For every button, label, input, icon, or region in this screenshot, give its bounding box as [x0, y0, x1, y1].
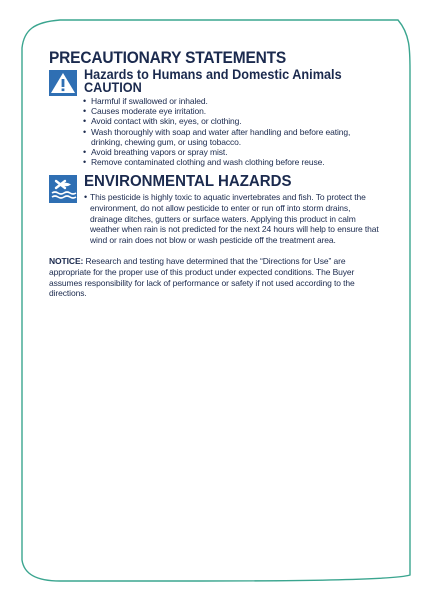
- precaution-list: [49, 96, 379, 167]
- precautionary-heading: PRECAUTIONARY STATEMENTS: [49, 49, 287, 67]
- list-item: • Causes moderate eye irritation.: [83, 106, 379, 116]
- list-item: • Avoid breathing vapors or spray mist.: [83, 147, 379, 157]
- environmental-heading: ENVIRONMENTAL HAZARDS: [84, 173, 292, 191]
- hazards-section: [49, 68, 379, 167]
- list-item: • Avoid contact with skin, eyes, or clothing.: [83, 116, 379, 126]
- list-item: • Wash thoroughly with soap and water after handling and before eating, drinking, chewing gum, or using tobacco.: [83, 127, 379, 147]
- label-content: [49, 50, 379, 299]
- signal-word: CAUTION: [84, 80, 142, 95]
- notice-text: Research and testing have determined that the “Directions for Use” are appropriate for the proper use of this product under expected conditions. The Buyer assumes responsibility for lack of performance or safety if not used according to the directions.: [49, 256, 355, 299]
- environmental-section: [49, 174, 379, 245]
- environmental-text: • This pesticide is highly toxic to aquatic invertebrates and fish. To protect the environment, do not allow pesticide to enter or run off into storm drains, drainage ditches, gutters or surface waters. Applying this product in calm weather when rain is not predicted for the next 24 hours will help to ensure that wind or rain does not blow or wash pesticide off the treatment area.: [84, 192, 379, 245]
- list-item: • Remove contaminated clothing and wash clothing before reuse.: [83, 157, 379, 167]
- warning-triangle-icon: [49, 70, 77, 96]
- notice-label: NOTICE:: [49, 256, 84, 267]
- dead-fish-water-icon: [49, 175, 77, 203]
- notice-paragraph: [49, 256, 381, 298]
- hazards-subheading: Hazards to Humans and Domestic Animals: [84, 67, 342, 82]
- list-item: • Harmful if swallowed or inhaled.: [83, 96, 379, 106]
